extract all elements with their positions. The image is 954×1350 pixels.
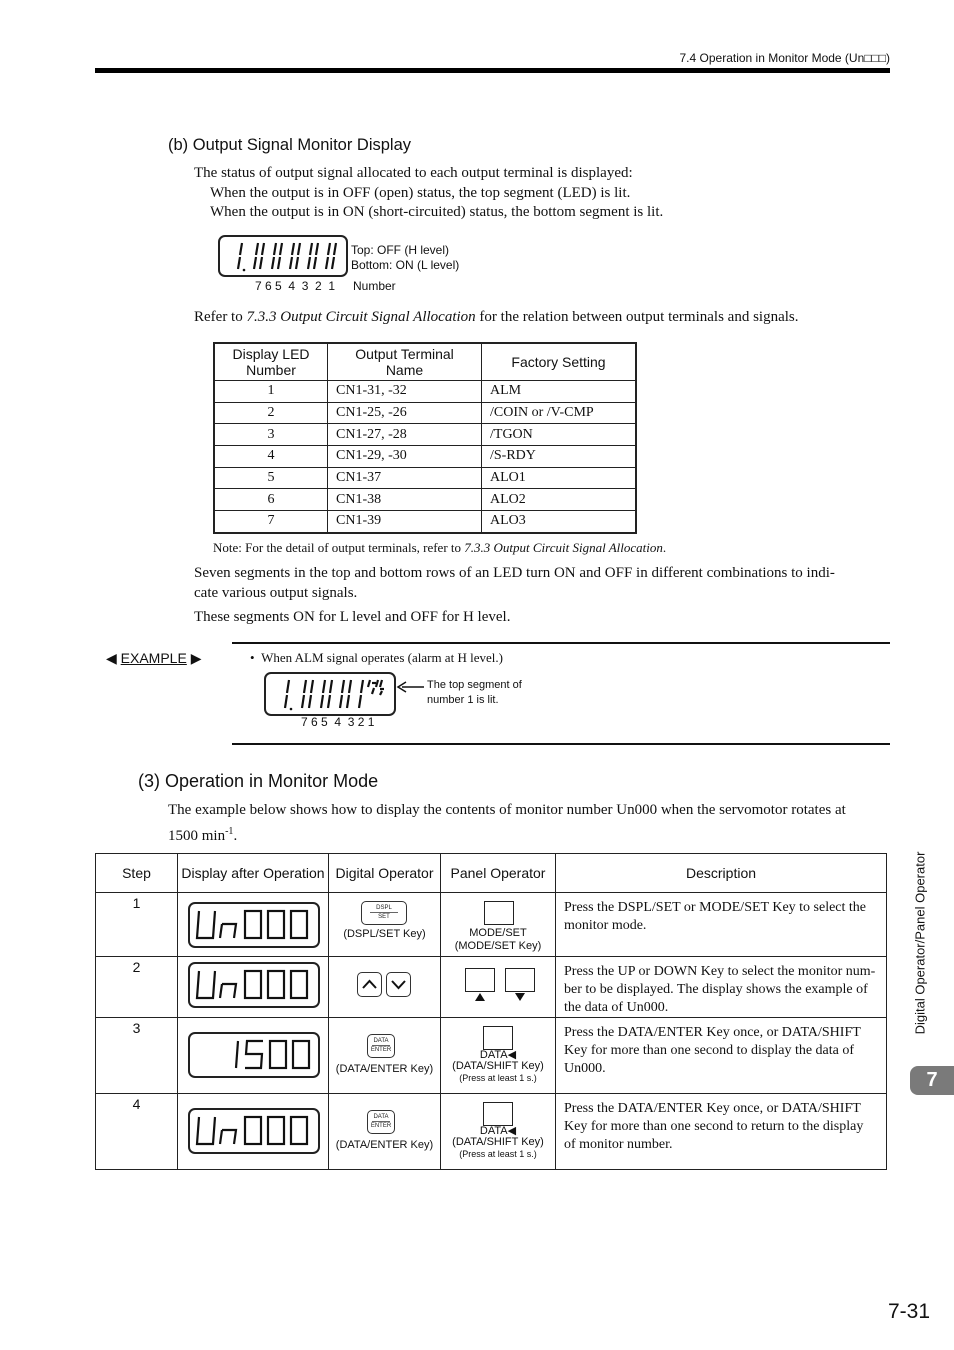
table-row — [214, 511, 636, 533]
refer-prefix: Refer to — [194, 309, 247, 325]
chapter-side-title — [910, 840, 930, 1045]
display-cell — [178, 957, 329, 1018]
led-number-cell: 5 — [214, 467, 328, 489]
key-text-bottom: ENTER — [370, 1123, 392, 1129]
digital-operator-cell — [329, 893, 441, 957]
on-status-paragraph: When the output is in ON (short-circuited) status, the bottom segment is lit. — [210, 204, 664, 220]
display-cell — [178, 893, 329, 957]
table-row — [96, 1018, 887, 1094]
callout-line1: The top segment of — [427, 679, 522, 691]
steps-header-row — [96, 854, 887, 893]
output-led-segments — [220, 237, 346, 275]
terminal-cell: CN1-25, -26 — [328, 402, 482, 424]
chevron-up-icon — [358, 973, 381, 996]
header-step: Step — [96, 854, 178, 893]
left-arrow-icon: ◀ — [507, 1049, 517, 1061]
table-note — [213, 540, 666, 556]
seven-segments-line2: cate various output signals. — [194, 585, 358, 601]
table-row — [96, 893, 887, 957]
panel-key-sublabel: (DATA/SHIFT Key) — [452, 1136, 544, 1148]
table-row — [214, 381, 636, 403]
display-cell — [178, 1094, 329, 1170]
legend-bottom: Bottom: ON (L level) — [351, 258, 460, 272]
output-signal-table — [213, 342, 637, 534]
monitor-steps-table — [95, 853, 887, 1170]
section-3-para-line2 — [168, 822, 237, 846]
setting-cell: ALO3 — [482, 511, 637, 533]
step-number: 4 — [96, 1094, 178, 1170]
step-description: Press the DATA/ENTER Key once, or DATA/SHIFT Key for more than one second to return to the display of monitor number. — [556, 1094, 887, 1170]
table-row — [96, 1094, 887, 1170]
example-led-segments — [266, 674, 394, 714]
section-b-heading: (b) Output Signal Monitor Display — [168, 136, 412, 154]
chapter-title-text: Digital Operator/Panel Operator — [912, 851, 928, 1034]
panel-key-label: DATA — [479, 1049, 508, 1061]
data-shift-key[interactable] — [483, 1102, 513, 1126]
key-text-bottom: SET — [378, 914, 390, 920]
digital-operator-cell — [329, 1094, 441, 1170]
step-led-display — [188, 902, 320, 948]
panel-up-key[interactable] — [465, 968, 495, 992]
led-number-cell: 7 — [214, 511, 328, 533]
triangle-down-icon — [514, 992, 526, 1002]
led-number-cell: 6 — [214, 489, 328, 511]
key-text-top: DATA — [373, 1038, 389, 1044]
setting-cell: /TGON — [482, 424, 637, 446]
dspl-set-key[interactable] — [361, 901, 407, 925]
panel-operator-cell — [441, 957, 556, 1018]
intro-paragraph: The status of output signal allocated to each output terminal is displayed: — [194, 165, 633, 181]
triangle-up-icon — [474, 992, 486, 1002]
table-row — [214, 446, 636, 468]
example-label-group — [106, 650, 201, 667]
off-status-paragraph: When the output is in OFF (open) status, the top segment (LED) is lit. — [210, 185, 631, 201]
chapter-tab: 7 — [910, 1066, 954, 1095]
step-number: 1 — [96, 893, 178, 957]
output-led-display — [218, 235, 348, 277]
bullet-icon: • — [250, 650, 255, 665]
table-row — [214, 424, 636, 446]
header-display: Display after Operation — [178, 854, 329, 893]
refer-suffix: for the relation between output terminals and signals. — [475, 309, 799, 325]
note-prefix: Note: For the detail of output terminals, refer to — [213, 540, 465, 555]
terminal-cell: CN1-29, -30 — [328, 446, 482, 468]
key-text-top: DATA — [373, 1114, 389, 1120]
header-factory-setting: Factory Setting — [482, 343, 637, 381]
header-led-number: Display LED Number — [214, 343, 328, 381]
callout-arrow-icon — [396, 680, 426, 694]
led-number-cell: 1 — [214, 381, 328, 403]
example-rule-top — [232, 642, 890, 644]
panel-key-note: (Press at least 1 s.) — [459, 1149, 537, 1159]
refer-paragraph — [194, 308, 799, 327]
step-description: Press the DSPL/SET or MODE/SET Key to select the monitor mode. — [556, 893, 887, 957]
setting-cell: /COIN or /V-CMP — [482, 402, 637, 424]
note-link-text: 7.3.3 Output Circuit Signal Allocation — [464, 540, 663, 555]
speed-value: 1500 min — [168, 828, 226, 844]
header-description: Description — [556, 854, 887, 893]
panel-operator-cell — [441, 1018, 556, 1094]
levels-paragraph: These segments ON for L level and OFF for H level. — [194, 609, 511, 625]
table-row — [96, 957, 887, 1018]
mode-set-key[interactable] — [484, 901, 514, 925]
digit-numbers: 7 6 5 4 3 2 1 — [255, 279, 336, 293]
right-triangle-icon: ▶ — [190, 650, 202, 666]
panel-key-note: (Press at least 1 s.) — [459, 1073, 537, 1083]
setting-cell: ALO1 — [482, 467, 637, 489]
example-rule-bottom — [232, 743, 890, 745]
running-title: 7.4 Operation in Monitor Mode (Un□□□) — [679, 51, 890, 65]
table-row — [214, 402, 636, 424]
header-rule — [95, 68, 890, 73]
seven-segments-line1: Seven segments in the top and bottom rows of an LED turn ON and OFF in different combinations to indi- — [194, 565, 835, 581]
note-suffix: . — [662, 540, 667, 555]
step-description: Press the UP or DOWN Key to select the monitor num-ber to be displayed. The display shows the example of the data of Un000. — [556, 957, 887, 1018]
header-terminal-name: Output Terminal Name — [328, 343, 482, 381]
header-panel-operator: Panel Operator — [441, 854, 556, 893]
led-number-cell: 3 — [214, 424, 328, 446]
panel-key-label: MODE/SET — [469, 927, 527, 939]
key-text-bottom: ENTER — [370, 1047, 392, 1053]
left-arrow-icon: ◀ — [507, 1125, 517, 1137]
digital-operator-cell — [329, 1018, 441, 1094]
legend-top: Top: OFF (H level) — [351, 243, 450, 257]
period: . — [233, 828, 238, 844]
un000-led-segments — [190, 964, 318, 1006]
digital-operator-cell — [329, 957, 441, 1018]
example-led-display — [264, 672, 396, 716]
step-description: Press the DATA/ENTER Key once, or DATA/SHIFT Key for more than one second to display the data of Un000. — [556, 1018, 887, 1094]
display-cell — [178, 1018, 329, 1094]
step-led-display — [188, 1032, 320, 1078]
table-header-row — [214, 343, 636, 381]
left-triangle-icon: ◀ — [106, 650, 117, 666]
data-enter-key[interactable] — [367, 1034, 395, 1058]
example-bullet-text: When ALM signal operates (alarm at H level.) — [261, 650, 503, 665]
number-label: Number — [353, 279, 396, 293]
setting-cell: /S-RDY — [482, 446, 637, 468]
table-row — [214, 489, 636, 511]
led-number-cell: 4 — [214, 446, 328, 468]
step-number: 2 — [96, 957, 178, 1018]
data-enter-key[interactable] — [367, 1110, 395, 1134]
terminal-cell: CN1-31, -32 — [328, 381, 482, 403]
section-3-heading: (3) Operation in Monitor Mode — [138, 771, 379, 791]
step-led-display — [188, 962, 320, 1008]
digital-key-label: (DATA/ENTER Key) — [335, 1139, 434, 1151]
un000-led-segments — [190, 904, 318, 946]
1500-led-segments — [190, 1034, 318, 1076]
callout-line2: number 1 is lit. — [427, 694, 499, 706]
panel-key-sublabel: (DATA/SHIFT Key) — [452, 1060, 544, 1072]
down-key[interactable] — [386, 972, 411, 997]
page-number: 7-31 — [887, 1300, 930, 1323]
example-label: EXAMPLE — [120, 650, 187, 666]
up-key[interactable] — [357, 972, 382, 997]
terminal-cell: CN1-39 — [328, 511, 482, 533]
section-3-para-line1: The example below shows how to display the contents of monitor number Un000 when the servomotor rotates at — [168, 802, 846, 818]
speed-exponent: -1 — [225, 826, 234, 837]
table-row — [214, 467, 636, 489]
setting-cell: ALM — [482, 381, 637, 403]
panel-key-sublabel: (MODE/SET Key) — [454, 940, 542, 952]
step-led-display — [188, 1108, 320, 1154]
digital-key-label: (DATA/ENTER Key) — [335, 1063, 434, 1075]
panel-down-key[interactable] — [505, 968, 535, 992]
panel-key-label: DATA — [479, 1125, 508, 1137]
header-digital-operator: Digital Operator — [329, 854, 441, 893]
example-bullet — [250, 650, 503, 666]
chevron-down-icon — [387, 973, 410, 996]
un000-led-segments — [190, 1110, 318, 1152]
setting-cell: ALO2 — [482, 489, 637, 511]
terminal-cell: CN1-38 — [328, 489, 482, 511]
panel-operator-cell — [441, 893, 556, 957]
terminal-cell: CN1-27, -28 — [328, 424, 482, 446]
key-text-top: DSPL — [376, 905, 392, 911]
refer-link-text: 7.3.3 Output Circuit Signal Allocation — [246, 309, 476, 325]
example-digit-numbers: 7 6 5 4 3 2 1 — [301, 715, 375, 729]
led-number-cell: 2 — [214, 402, 328, 424]
digital-key-label: (DSPL/SET Key) — [343, 928, 426, 940]
terminal-cell: CN1-37 — [328, 467, 482, 489]
step-number: 3 — [96, 1018, 178, 1094]
panel-operator-cell — [441, 1094, 556, 1170]
data-shift-key[interactable] — [483, 1026, 513, 1050]
